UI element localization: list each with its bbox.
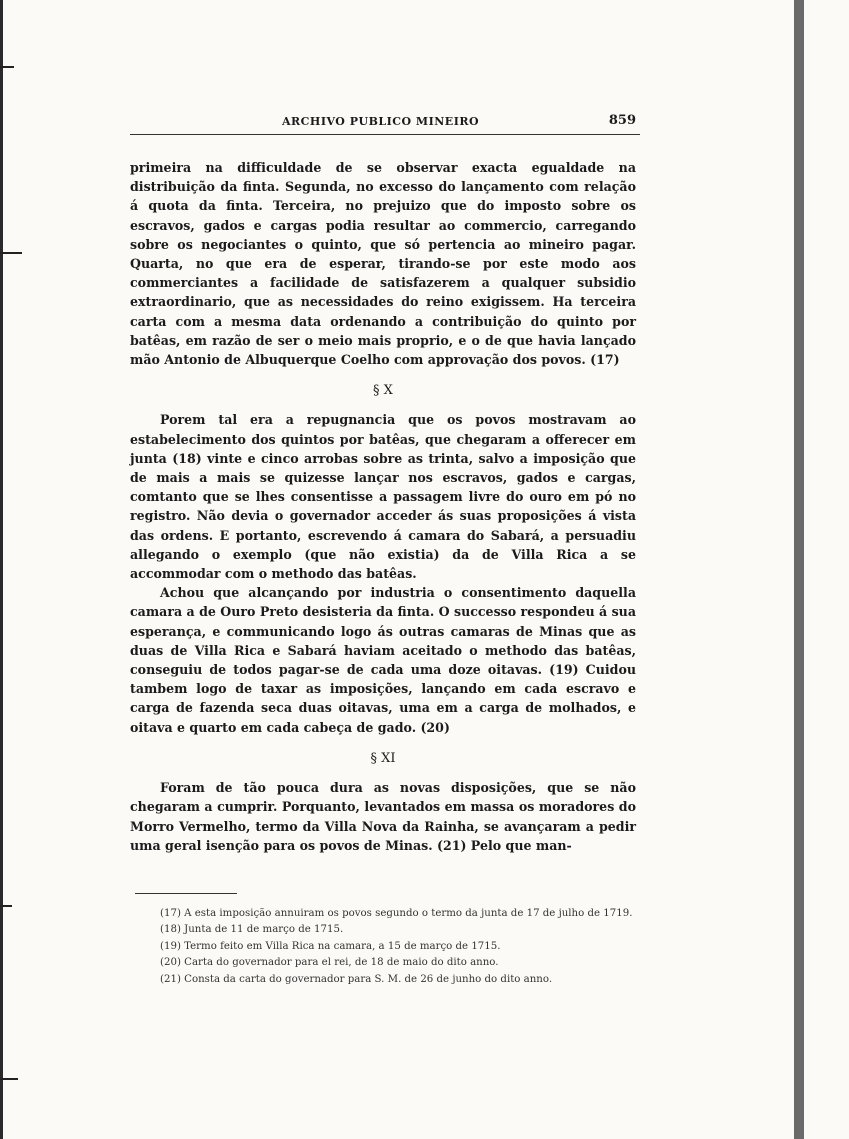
footnote: (17) A esta imposição annuiram os povos segundo o termo da junta de 17 de julho de 1719. [160, 908, 633, 919]
edge-mark [0, 252, 22, 254]
running-head: ARCHIVO PUBLICO MINEIRO [282, 115, 480, 128]
edge-mark [0, 1078, 18, 1080]
paragraph: Porem tal era a repugnancia que os povos mostravam ao estabelecimento dos quintos por batêas, que chegaram a offerecer em junta (18) vinte e cinco arrobas sobre as trinta, salvo a imposição que de mais a mais se quizesse lançar nos escravos, gados e cargas, comtanto que se lhes consentisse a passagem livre do ouro em pó no registro. Não devia o governador acceder ás suas proposições á vista das ordens. E portanto, escrevendo á camara do Sabará, a persuadiu allegando o exemplo (que não existia) da de Villa Rica a se accommodar com o methodo das batêas. [130, 412, 636, 582]
section-heading-xi: § XI [370, 750, 396, 766]
paragraph: Achou que alcançando por industria o consentimento daquella camara a de Ouro Preto desisteria da finta. O successo respondeu á sua esperança, e communicando logo ás outras camaras de Minas que as duas de Villa Rica e Sabará haviam aceitado o methodo das batêas, conseguiu de todos pagar-se de cada uma doze oitavas. (19) Cuidou tambem logo de taxar as imposições, lançando em cada escravo e carga de fazenda seca duas oitavas, uma em a carga de molhados, e oitava e quarto em cada cabeça de gado. (20) [130, 585, 636, 735]
page-right-edge [794, 0, 804, 1139]
footnote: (19) Termo feito em Villa Rica na camara, a 15 de março de 1715. [160, 940, 501, 952]
page-number: 859 [608, 113, 636, 128]
edge-mark [0, 905, 12, 907]
body-text [130, 158, 636, 855]
page-left-edge [0, 0, 3, 1139]
page-header [130, 113, 640, 133]
footnote: (18) Junta de 11 de março de 1715. [160, 924, 344, 936]
section-heading-x: § X [373, 383, 393, 399]
edge-mark [0, 66, 14, 68]
paragraph: primeira na difficuldade de se observar exacta egualdade na distribuição da finta. Segunda, no excesso do lançamento com relação á quota da finta. Terceira, no prejuizo que do imposto sobre os escravos, gados e cargas podia resultar ao commercio, carregando sobre os negociantes o quinto, que só pertencia ao mineiro pagar. Quarta, no que era de esperar, tirando-se por este modo aos commerciantes a facilidade de satisfazerem a qualquer subsidio extraordinario, que as necessidades do reino exigissem. Ha terceira carta com a mesma data ordenando a contribuição do quinto por batêas, em razão de ser o meio mais proprio, e o de que havia lançado mão Antonio de Albuquerque Coelho com approvação dos povos. (17) [130, 160, 636, 368]
footnote: (20) Carta do governador para el rei, de 18 de maio do dito anno. [160, 957, 499, 969]
paragraph: Foram de tão pouca dura as novas disposições, que se não chegaram a cumprir. Porquanto, levantados em massa os moradores do Morro Vermelho, termo da Villa Nova da Rainha, se avançaram a pedir uma geral isenção para os povos de Minas. (21) Pelo que man- [130, 780, 636, 853]
footnote: (21) Consta da carta do governador para S. M. de 26 de junho do dito anno. [160, 973, 553, 985]
footnote-rule [135, 893, 237, 894]
header-rule [130, 134, 640, 135]
footnotes [130, 906, 638, 988]
